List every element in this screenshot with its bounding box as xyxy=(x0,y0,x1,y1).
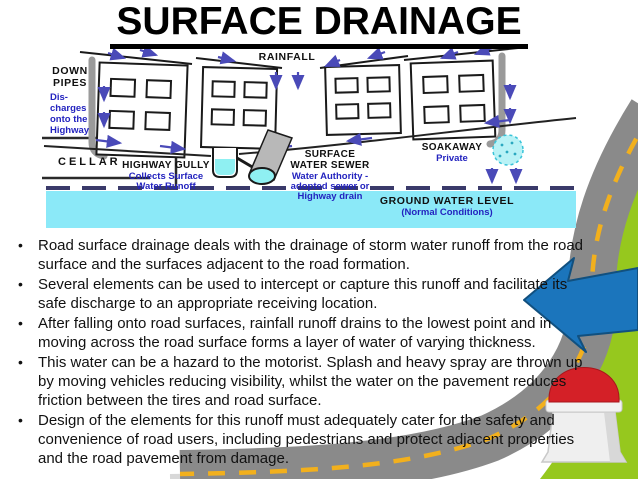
highway-gully-sub: Collects Surface xyxy=(128,171,204,182)
bullet-item: • After falling onto road surfaces, rainfall runoff drains to the lowest point and in moving across the road surface forms a layer of water of varying thickness. xyxy=(14,314,592,352)
rainfall-label: RAINFALL xyxy=(258,51,316,63)
bullet-list xyxy=(0,236,638,468)
surface-water-sewer-sub: Water Authority - xyxy=(291,171,369,182)
bullet-item: • This water can be a hazard to the motorist. Splash and heavy spray are thrown up by moving vehicles reducing visibility, whilst the water on the pavement reduces friction between the tires and road surface. xyxy=(14,353,592,410)
bullet-item: • Design of the elements for this runoff must adequately cater for the safety and convenience of road users, including pedestrians and protect adjacent properties and the road pavement from damage. xyxy=(14,411,592,468)
groundwater-sub: (Normal Conditions) xyxy=(401,207,493,218)
highway-gully-sub: Water Runoff xyxy=(136,181,196,192)
surface-water-sewer-sub: Highway drain xyxy=(297,191,363,202)
discharges-label: onto the xyxy=(50,114,88,125)
discharges-label: Dis- xyxy=(50,92,68,103)
cellar-label: CELLAR xyxy=(58,156,121,168)
down-pipes-label: PIPES xyxy=(53,77,87,89)
surface-water-sewer-label: SURFACE xyxy=(304,149,356,160)
title-wrap xyxy=(0,0,638,49)
discharges-label: charges xyxy=(50,103,87,114)
down-pipes-label: DOWN xyxy=(52,65,88,77)
bullet-item: • Road surface drainage deals with the drainage of storm water runoff from the road surface and the surfaces adjacent to the road formation. xyxy=(14,236,592,274)
soakaway-sub: Private xyxy=(436,153,468,164)
page-title: SURFACE DRAINAGE xyxy=(110,0,527,49)
groundwater-label: GROUND WATER LEVEL xyxy=(379,195,515,207)
highway-gully-label: HIGHWAY GULLY xyxy=(122,160,210,171)
soakaway-label: SOAKAWAY xyxy=(421,142,483,153)
surface-water-sewer-label: WATER SEWER xyxy=(290,160,370,171)
discharges-label: Highway xyxy=(50,125,90,136)
diagram-spacer xyxy=(0,49,638,233)
surface-water-sewer-sub: adopted sewer or xyxy=(290,181,370,192)
bullet-item: • Several elements can be used to intercept or capture this runoff and facilitate its safe discharge to an appropriate receiving location. xyxy=(14,275,592,313)
